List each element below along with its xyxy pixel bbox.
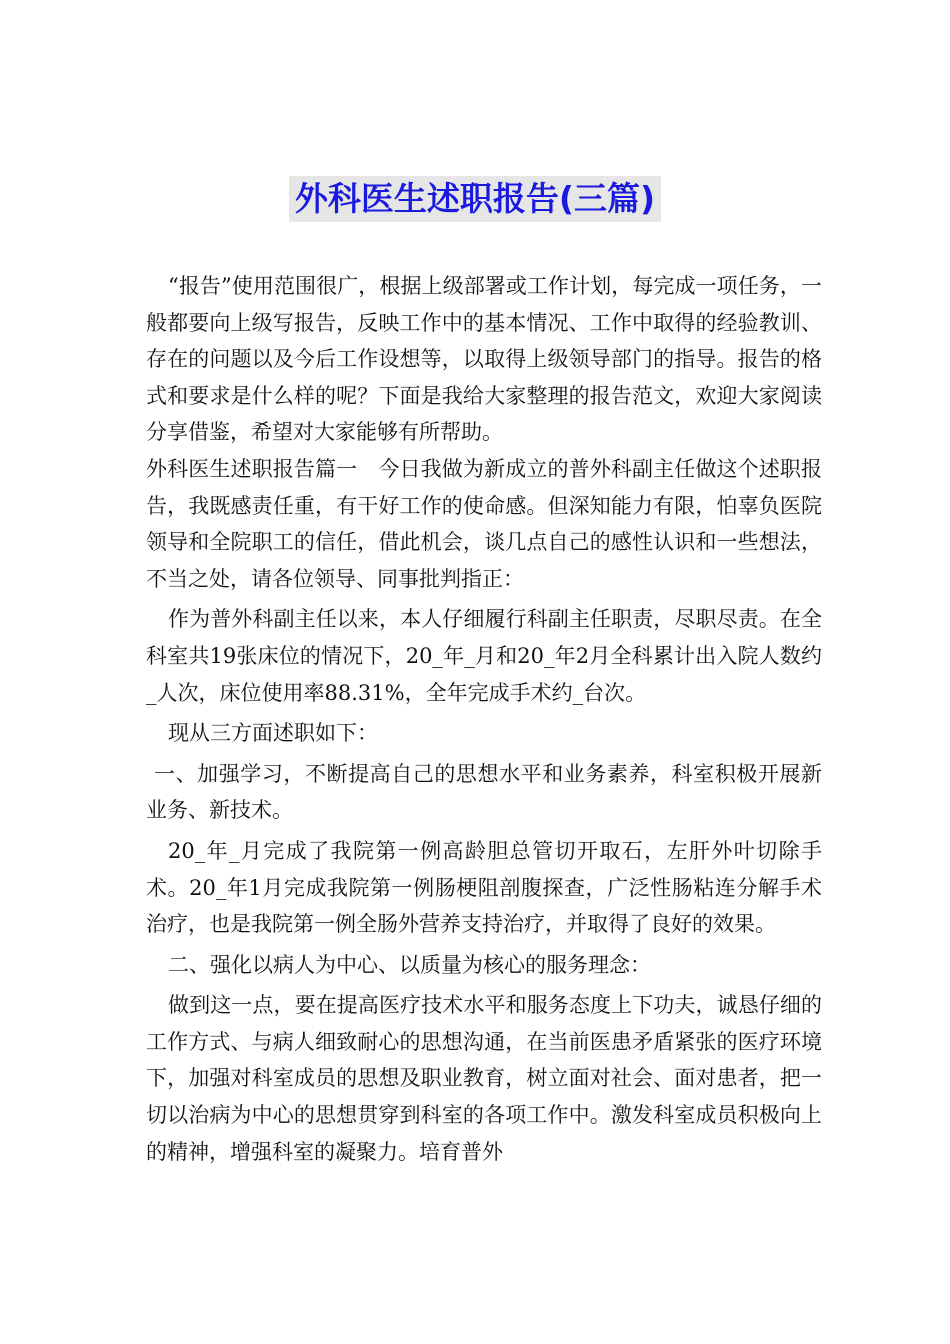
title-container bbox=[0, 176, 950, 222]
paragraph-section-two: 二、强化以病人为中心、以质量为核心的服务理念： bbox=[168, 952, 651, 977]
paragraph-intro: “报告”使用范围很广，根据上级部署或工作计划，每完成一项任务，一般都要向上级写报告，反映工作中的基本情况、工作中取得的经验教训、存在的问题以及今后工作设想等，以取得上级领导部门的指导。报告的格式和要求是什么样的呢？下面是我给大家整理的报告范文，欢迎大家阅读分享借鉴，希望对大家能够有所帮助。 bbox=[146, 274, 822, 445]
paragraph-three-aspects: 现从三方面述职如下： bbox=[168, 721, 378, 746]
document-body bbox=[146, 268, 822, 1170]
document-title: 外科医生述职报告(三篇) bbox=[289, 176, 661, 222]
paragraph-report-one: 外科医生述职报告篇一 今日我做为新成立的普外科副主任做这个述职报告，我既感责任重，有干好工作的使命感。但深知能力有限，怕辜负医院领导和全院职工的信任，借此机会，谈几点自己的感性认识和一些想法，不当之处，请各位领导、同事批判指正： bbox=[146, 456, 822, 591]
paragraph-work-summary: 作为普外科副主任以来，本人仔细履行科副主任职责，尽职尽责。在全科室共19张床位的情况下，20_年_月和20_年2月全科累计出入院人数约_人次，床位使用率88.31%，全年完成手术约_台次。 bbox=[146, 607, 822, 705]
paragraph-section-one: 一、加强学习，不断提高自己的思想水平和业务素养，科室积极开展新业务、新技术。 bbox=[146, 761, 822, 823]
paragraph-service-concept: 做到这一点，要在提高医疗技术水平和服务态度上下功夫，诚恳仔细的工作方式、与病人细致耐心的思想沟通，在当前医患矛盾紧张的医疗环境下，加强对科室成员的思想及职业教育，树立面对社会、面对患者，把一切以治病为中心的思想贯穿到科室的各项工作中。激发科室成员积极向上的精神，增强科室的凝聚力。培育普外 bbox=[146, 993, 822, 1164]
paragraph-new-surgeries: 20_年_月完成了我院第一例高龄胆总管切开取石，左肝外叶切除手术。20_年1月完成我院第一例肠梗阻剖腹探查，广泛性肠粘连分解手术治疗，也是我院第一例全肠外营养支持治疗，并取得了良好的效果。 bbox=[146, 838, 822, 937]
